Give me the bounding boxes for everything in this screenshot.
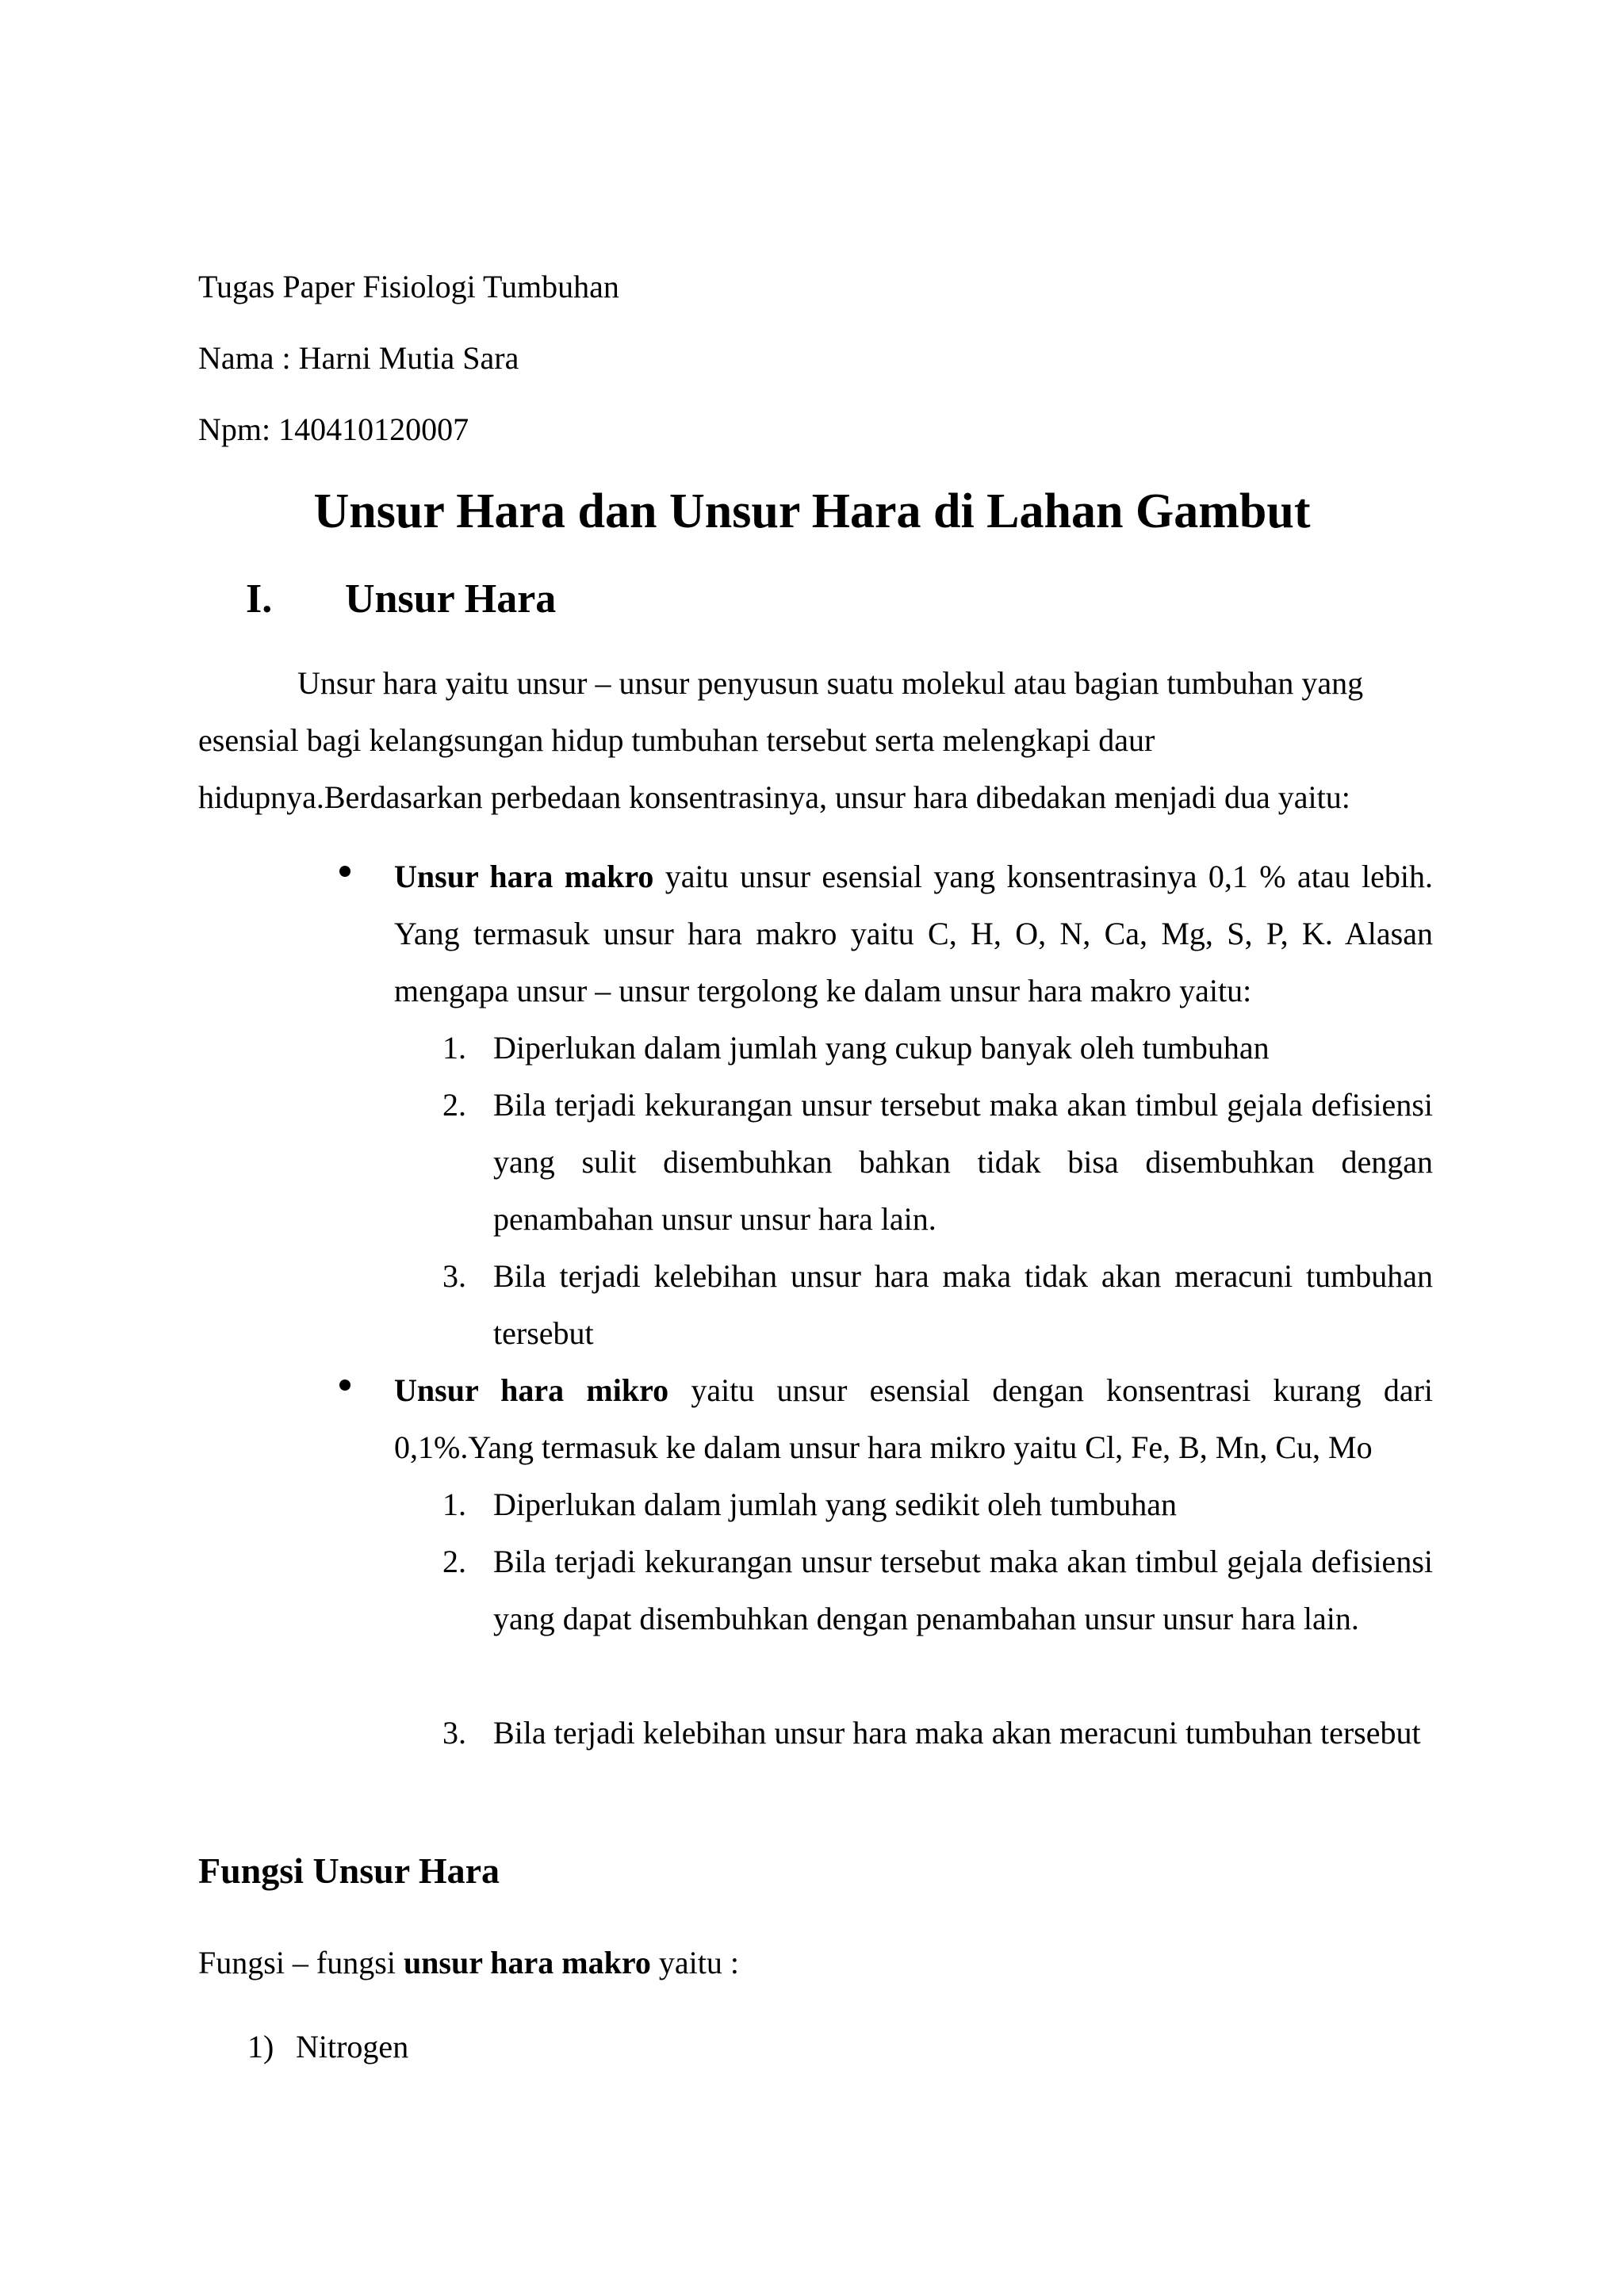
intro-paragraph: Unsur hara yaitu unsur – unsur penyusun suatu molekul atau bagian tumbuhan yang esensial bagi kelangsungan hidup tumbuhan tersebut serta melengkapi daur hidupnya.Berdasarkan perbedaan konsentrasinya, unsur hara dibedakan menjadi dua yaitu: bbox=[198, 665, 1364, 815]
header-npm: Npm: 140410120007 bbox=[198, 411, 469, 447]
mikro-item-3: Bila terjadi kelebihan unsur hara maka akan meracuni tumbuhan tersebut bbox=[493, 1715, 1421, 1751]
makro-item-2-num: 2. bbox=[442, 1087, 466, 1123]
nitrogen-item-num: 1) bbox=[247, 2029, 274, 2064]
makro-item-3-num: 3. bbox=[442, 1258, 466, 1294]
mikro-text: yaitu unsur esensial dengan konsentrasi kurang dari 0,1%.Yang termasuk ke dalam unsur hara mikro yaitu Cl, Fe, B, Mn, Cu, Mo bbox=[394, 1372, 1434, 1465]
makro-item-3: Bila terjadi kelebihan unsur hara maka tidak akan meracuni tumbuhan tersebut bbox=[493, 1258, 1433, 1351]
section-title: Unsur Hara bbox=[345, 576, 557, 622]
section-number: I. bbox=[246, 576, 273, 622]
bullet-icon bbox=[339, 1380, 355, 1395]
mikro-item-1-num: 1. bbox=[442, 1487, 466, 1522]
makro-item-1: Diperlukan dalam jumlah yang cukup banyak oleh tumbuhan bbox=[493, 1030, 1270, 1066]
makro-term: Unsur hara makro bbox=[394, 859, 654, 894]
makro-item-2: Bila terjadi kekurangan unsur tersebut maka akan timbul gejala defisiensi yang sulit disembuhkan bahkan tidak bisa disembuhkan dengan penambahan unsur unsur hara lain. bbox=[493, 1087, 1433, 1237]
mikro-item-1: Diperlukan dalam jumlah yang sedikit oleh tumbuhan bbox=[493, 1487, 1178, 1522]
nitrogen-item-label: Nitrogen bbox=[296, 2029, 409, 2064]
fungsi-lead-after: yaitu : bbox=[650, 1945, 739, 1980]
mikro-term: Unsur hara mikro bbox=[394, 1372, 669, 1408]
fungsi-heading: Fungsi Unsur Hara bbox=[198, 1850, 500, 1891]
mikro-bullet bbox=[394, 1362, 1433, 1476]
mikro-item-3-num: 3. bbox=[442, 1715, 466, 1751]
document-title: Unsur Hara dan Unsur Hara di Lahan Gambut bbox=[313, 484, 1311, 538]
fungsi-lead bbox=[198, 1944, 739, 1982]
fungsi-lead-before: Fungsi – fungsi bbox=[198, 1945, 404, 1980]
makro-item-1-num: 1. bbox=[442, 1030, 466, 1066]
bullet-icon bbox=[339, 866, 355, 882]
makro-text: yaitu unsur esensial yang konsentrasinya 0,1 % atau lebih. Yang termasuk unsur hara makro yaitu C, H, O, N, Ca, Mg, S, P, K. Alasan mengapa unsur – unsur tergolong ke dalam unsur hara makro yaitu: bbox=[394, 859, 1433, 1008]
mikro-item-2: Bila terjadi kekurangan unsur tersebut maka akan timbul gejala defisiensi yang dapat disembuhkan dengan penambahan unsur unsur hara lain. bbox=[493, 1544, 1433, 1636]
header-name: Nama : Harni Mutia Sara bbox=[198, 340, 519, 376]
mikro-item-2-num: 2. bbox=[442, 1544, 466, 1579]
makro-bullet bbox=[394, 848, 1433, 1020]
fungsi-lead-bold: unsur hara makro bbox=[403, 1945, 651, 1980]
header-course: Tugas Paper Fisiologi Tumbuhan bbox=[198, 269, 619, 304]
